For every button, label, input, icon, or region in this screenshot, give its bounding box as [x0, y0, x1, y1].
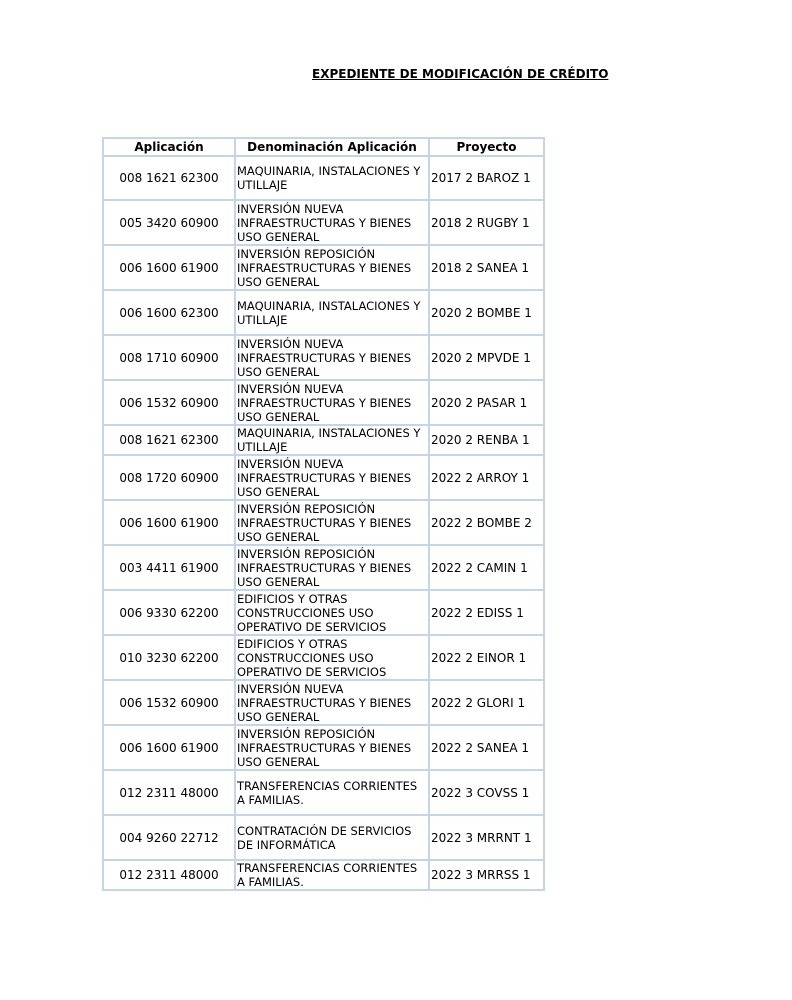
- table-row: [103, 425, 544, 455]
- cell-aplicacion: 008 1621 62300: [103, 156, 235, 200]
- table-row: [103, 455, 544, 500]
- cell-denominacion: INVERSIÓN REPOSICIÓN INFRAESTRUCTURAS Y BIENES USO GENERAL: [235, 500, 429, 545]
- cell-proyecto: 2020 2 RENBA 1: [429, 425, 544, 455]
- cell-proyecto: 2022 2 ARROY 1: [429, 455, 544, 500]
- cell-proyecto: 2022 2 BOMBE 2: [429, 500, 544, 545]
- cell-denominacion: INVERSIÓN NUEVA INFRAESTRUCTURAS Y BIENES USO GENERAL: [235, 380, 429, 425]
- table-row: [103, 860, 544, 890]
- cell-aplicacion: 008 1710 60900: [103, 335, 235, 380]
- cell-denominacion: CONTRATACIÓN DE SERVICIOS DE INFORMÁTICA: [235, 815, 429, 860]
- table-row: [103, 635, 544, 680]
- cell-denominacion: INVERSIÓN NUEVA INFRAESTRUCTURAS Y BIENES USO GENERAL: [235, 200, 429, 245]
- cell-proyecto: 2022 2 GLORI 1: [429, 680, 544, 725]
- cell-proyecto: 2022 3 COVSS 1: [429, 770, 544, 815]
- cell-aplicacion: 006 1532 60900: [103, 380, 235, 425]
- cell-aplicacion: 006 1600 61900: [103, 725, 235, 770]
- cell-aplicacion: 005 3420 60900: [103, 200, 235, 245]
- table-row: [103, 200, 544, 245]
- cell-proyecto: 2022 3 MRRNT 1: [429, 815, 544, 860]
- column-header-proyecto: Proyecto: [429, 138, 544, 156]
- table-row: [103, 725, 544, 770]
- cell-denominacion: INVERSIÓN NUEVA INFRAESTRUCTURAS Y BIENES USO GENERAL: [235, 455, 429, 500]
- cell-proyecto: 2020 2 MPVDE 1: [429, 335, 544, 380]
- cell-aplicacion: 012 2311 48000: [103, 770, 235, 815]
- cell-denominacion: INVERSIÓN NUEVA INFRAESTRUCTURAS Y BIENES USO GENERAL: [235, 680, 429, 725]
- cell-denominacion: TRANSFERENCIAS CORRIENTES A FAMILIAS.: [235, 770, 429, 815]
- cell-proyecto: 2020 2 BOMBE 1: [429, 290, 544, 335]
- table-header-row: [103, 138, 544, 156]
- table-row: [103, 245, 544, 290]
- table-row: [103, 500, 544, 545]
- cell-aplicacion: 006 1600 61900: [103, 245, 235, 290]
- table-row: [103, 680, 544, 725]
- table-row: [103, 380, 544, 425]
- cell-proyecto: 2017 2 BAROZ 1: [429, 156, 544, 200]
- cell-denominacion: TRANSFERENCIAS CORRIENTES A FAMILIAS.: [235, 860, 429, 890]
- cell-aplicacion: 012 2311 48000: [103, 860, 235, 890]
- cell-proyecto: 2018 2 RUGBY 1: [429, 200, 544, 245]
- cell-proyecto: 2022 2 EDISS 1: [429, 590, 544, 635]
- cell-proyecto: 2022 2 SANEA 1: [429, 725, 544, 770]
- table-row: [103, 335, 544, 380]
- cell-denominacion: INVERSIÓN REPOSICIÓN INFRAESTRUCTURAS Y BIENES USO GENERAL: [235, 725, 429, 770]
- column-header-denominacion: Denominación Aplicación: [235, 138, 429, 156]
- cell-aplicacion: 008 1720 60900: [103, 455, 235, 500]
- cell-denominacion: MAQUINARIA, INSTALACIONES Y UTILLAJE: [235, 290, 429, 335]
- column-header-aplicacion: Aplicación: [103, 138, 235, 156]
- table-row: [103, 590, 544, 635]
- cell-denominacion: MAQUINARIA, INSTALACIONES Y UTILLAJE: [235, 156, 429, 200]
- table-row: [103, 290, 544, 335]
- table-row: [103, 815, 544, 860]
- cell-denominacion: MAQUINARIA, INSTALACIONES Y UTILLAJE: [235, 425, 429, 455]
- cell-proyecto: 2018 2 SANEA 1: [429, 245, 544, 290]
- cell-aplicacion: 006 9330 62200: [103, 590, 235, 635]
- cell-aplicacion: 006 1600 61900: [103, 500, 235, 545]
- cell-aplicacion: 003 4411 61900: [103, 545, 235, 590]
- cell-aplicacion: 006 1532 60900: [103, 680, 235, 725]
- cell-aplicacion: 010 3230 62200: [103, 635, 235, 680]
- table-row: [103, 156, 544, 200]
- cell-proyecto: 2022 3 MRRSS 1: [429, 860, 544, 890]
- cell-denominacion: EDIFICIOS Y OTRAS CONSTRUCCIONES USO OPERATIVO DE SERVICIOS: [235, 590, 429, 635]
- cell-denominacion: EDIFICIOS Y OTRAS CONSTRUCCIONES USO OPERATIVO DE SERVICIOS: [235, 635, 429, 680]
- cell-denominacion: INVERSIÓN REPOSICIÓN INFRAESTRUCTURAS Y BIENES USO GENERAL: [235, 245, 429, 290]
- table-row: [103, 770, 544, 815]
- cell-aplicacion: 004 9260 22712: [103, 815, 235, 860]
- document-title: EXPEDIENTE DE MODIFICACIÓN DE CRÉDITO: [312, 67, 609, 81]
- cell-proyecto: 2022 2 EINOR 1: [429, 635, 544, 680]
- cell-proyecto: 2022 2 CAMIN 1: [429, 545, 544, 590]
- cell-proyecto: 2020 2 PASAR 1: [429, 380, 544, 425]
- cell-aplicacion: 006 1600 62300: [103, 290, 235, 335]
- cell-denominacion: INVERSIÓN REPOSICIÓN INFRAESTRUCTURAS Y BIENES USO GENERAL: [235, 545, 429, 590]
- cell-denominacion: INVERSIÓN NUEVA INFRAESTRUCTURAS Y BIENES USO GENERAL: [235, 335, 429, 380]
- table-row: [103, 545, 544, 590]
- budget-table: [102, 137, 545, 891]
- cell-aplicacion: 008 1621 62300: [103, 425, 235, 455]
